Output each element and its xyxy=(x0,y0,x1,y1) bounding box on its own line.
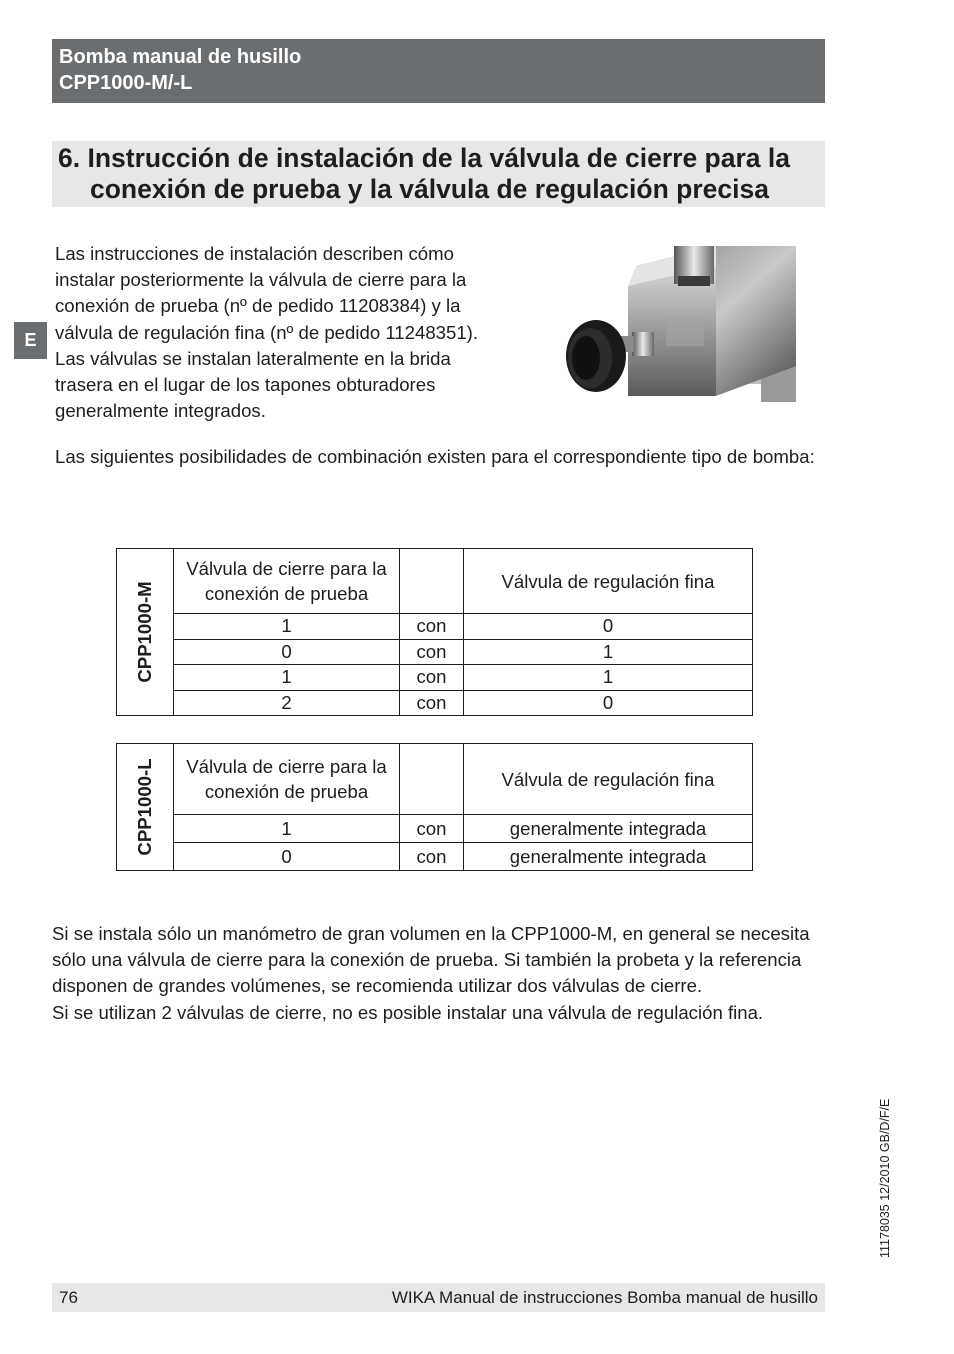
closing-paragraph-2: Si se utilizan 2 válvulas de cierre, no es posible instalar una válvula de regulación fina. xyxy=(52,1001,764,1023)
fine-count: 1 xyxy=(464,639,753,665)
page-footer xyxy=(52,1283,825,1312)
valve-photo xyxy=(566,246,796,402)
connector-word: con xyxy=(400,665,464,691)
combination-intro: Las siguientes posibilidades de combinación existen para el correspondiente tipo de bomba: xyxy=(55,446,815,467)
table-row xyxy=(117,690,753,716)
fine-count: 1 xyxy=(464,665,753,691)
section-heading xyxy=(52,141,825,207)
footer-title: WIKA Manual de instrucciones Bomba manual de husillo xyxy=(391,1288,818,1307)
fine-status: generalmente integrada xyxy=(464,815,753,843)
combination-table-l xyxy=(116,743,753,871)
model-label: CPP1000-M xyxy=(134,581,155,683)
section-heading-line1: 6. Instrucción de instalación de la válvula de cierre para la xyxy=(58,143,790,173)
section-heading-line2: conexión de prueba y la válvula de regulación precisa xyxy=(90,174,769,204)
fine-status: generalmente integrada xyxy=(464,843,753,871)
page-number: 76 xyxy=(59,1288,78,1307)
fine-count: 0 xyxy=(464,614,753,640)
table-row xyxy=(117,639,753,665)
language-tab: E xyxy=(14,322,47,359)
table-header-row xyxy=(117,744,753,815)
header-shutoff-valve: Válvula de cierre para la conexión de prueba xyxy=(174,744,400,815)
shutoff-count: 0 xyxy=(174,843,400,871)
connector-word: con xyxy=(400,690,464,716)
closing-text xyxy=(52,921,842,1026)
connector-word: con xyxy=(400,614,464,640)
fine-count: 0 xyxy=(464,690,753,716)
connector-word: con xyxy=(400,815,464,843)
combination-table-m xyxy=(116,548,753,716)
header-shutoff-valve: Válvula de cierre para la conexión de prueba xyxy=(174,549,400,614)
header-empty xyxy=(400,744,464,815)
model-label: CPP1000-L xyxy=(134,758,155,856)
closing-paragraph-1: Si se instala sólo un manómetro de gran volumen en la CPP1000-M, en general se necesita sólo una válvula de cierre para la conexión de prueba. Si también la probeta y la referencia disponen de grandes volúmenes, se recomienda utilizar dos válvulas de cierre. xyxy=(52,923,810,997)
header-fine-valve: Válvula de regulación fina xyxy=(464,549,753,614)
running-header xyxy=(52,39,825,103)
shutoff-count: 2 xyxy=(174,690,400,716)
table-row xyxy=(117,614,753,640)
table-header-row xyxy=(117,549,753,614)
document-code: 11178035 12/2010 GB/D/F/E xyxy=(878,1098,892,1258)
table-row xyxy=(117,843,753,871)
intro-paragraph: Las instrucciones de instalación describen cómo instalar posteriormente la válvula de cierre para la conexión de prueba (nº de pedido 11208384) y la válvula de regulación fina (nº de pedido 11248351). Las válvulas se instalan lateralmente en la brida trasera en el lugar de los tapones obturadores generalmente integrados. xyxy=(55,243,479,422)
header-title: Bomba manual de husillo xyxy=(59,46,302,68)
model-cell xyxy=(117,744,174,871)
connector-word: con xyxy=(400,843,464,871)
table-row xyxy=(117,665,753,691)
table-row xyxy=(117,815,753,843)
shutoff-count: 1 xyxy=(174,614,400,640)
shutoff-count: 1 xyxy=(174,665,400,691)
shutoff-count: 1 xyxy=(174,815,400,843)
header-fine-valve: Válvula de regulación fina xyxy=(464,744,753,815)
header-empty xyxy=(400,549,464,614)
shutoff-count: 0 xyxy=(174,639,400,665)
connector-word: con xyxy=(400,639,464,665)
header-model: CPP1000-M/-L xyxy=(59,72,193,94)
model-cell xyxy=(117,549,174,716)
